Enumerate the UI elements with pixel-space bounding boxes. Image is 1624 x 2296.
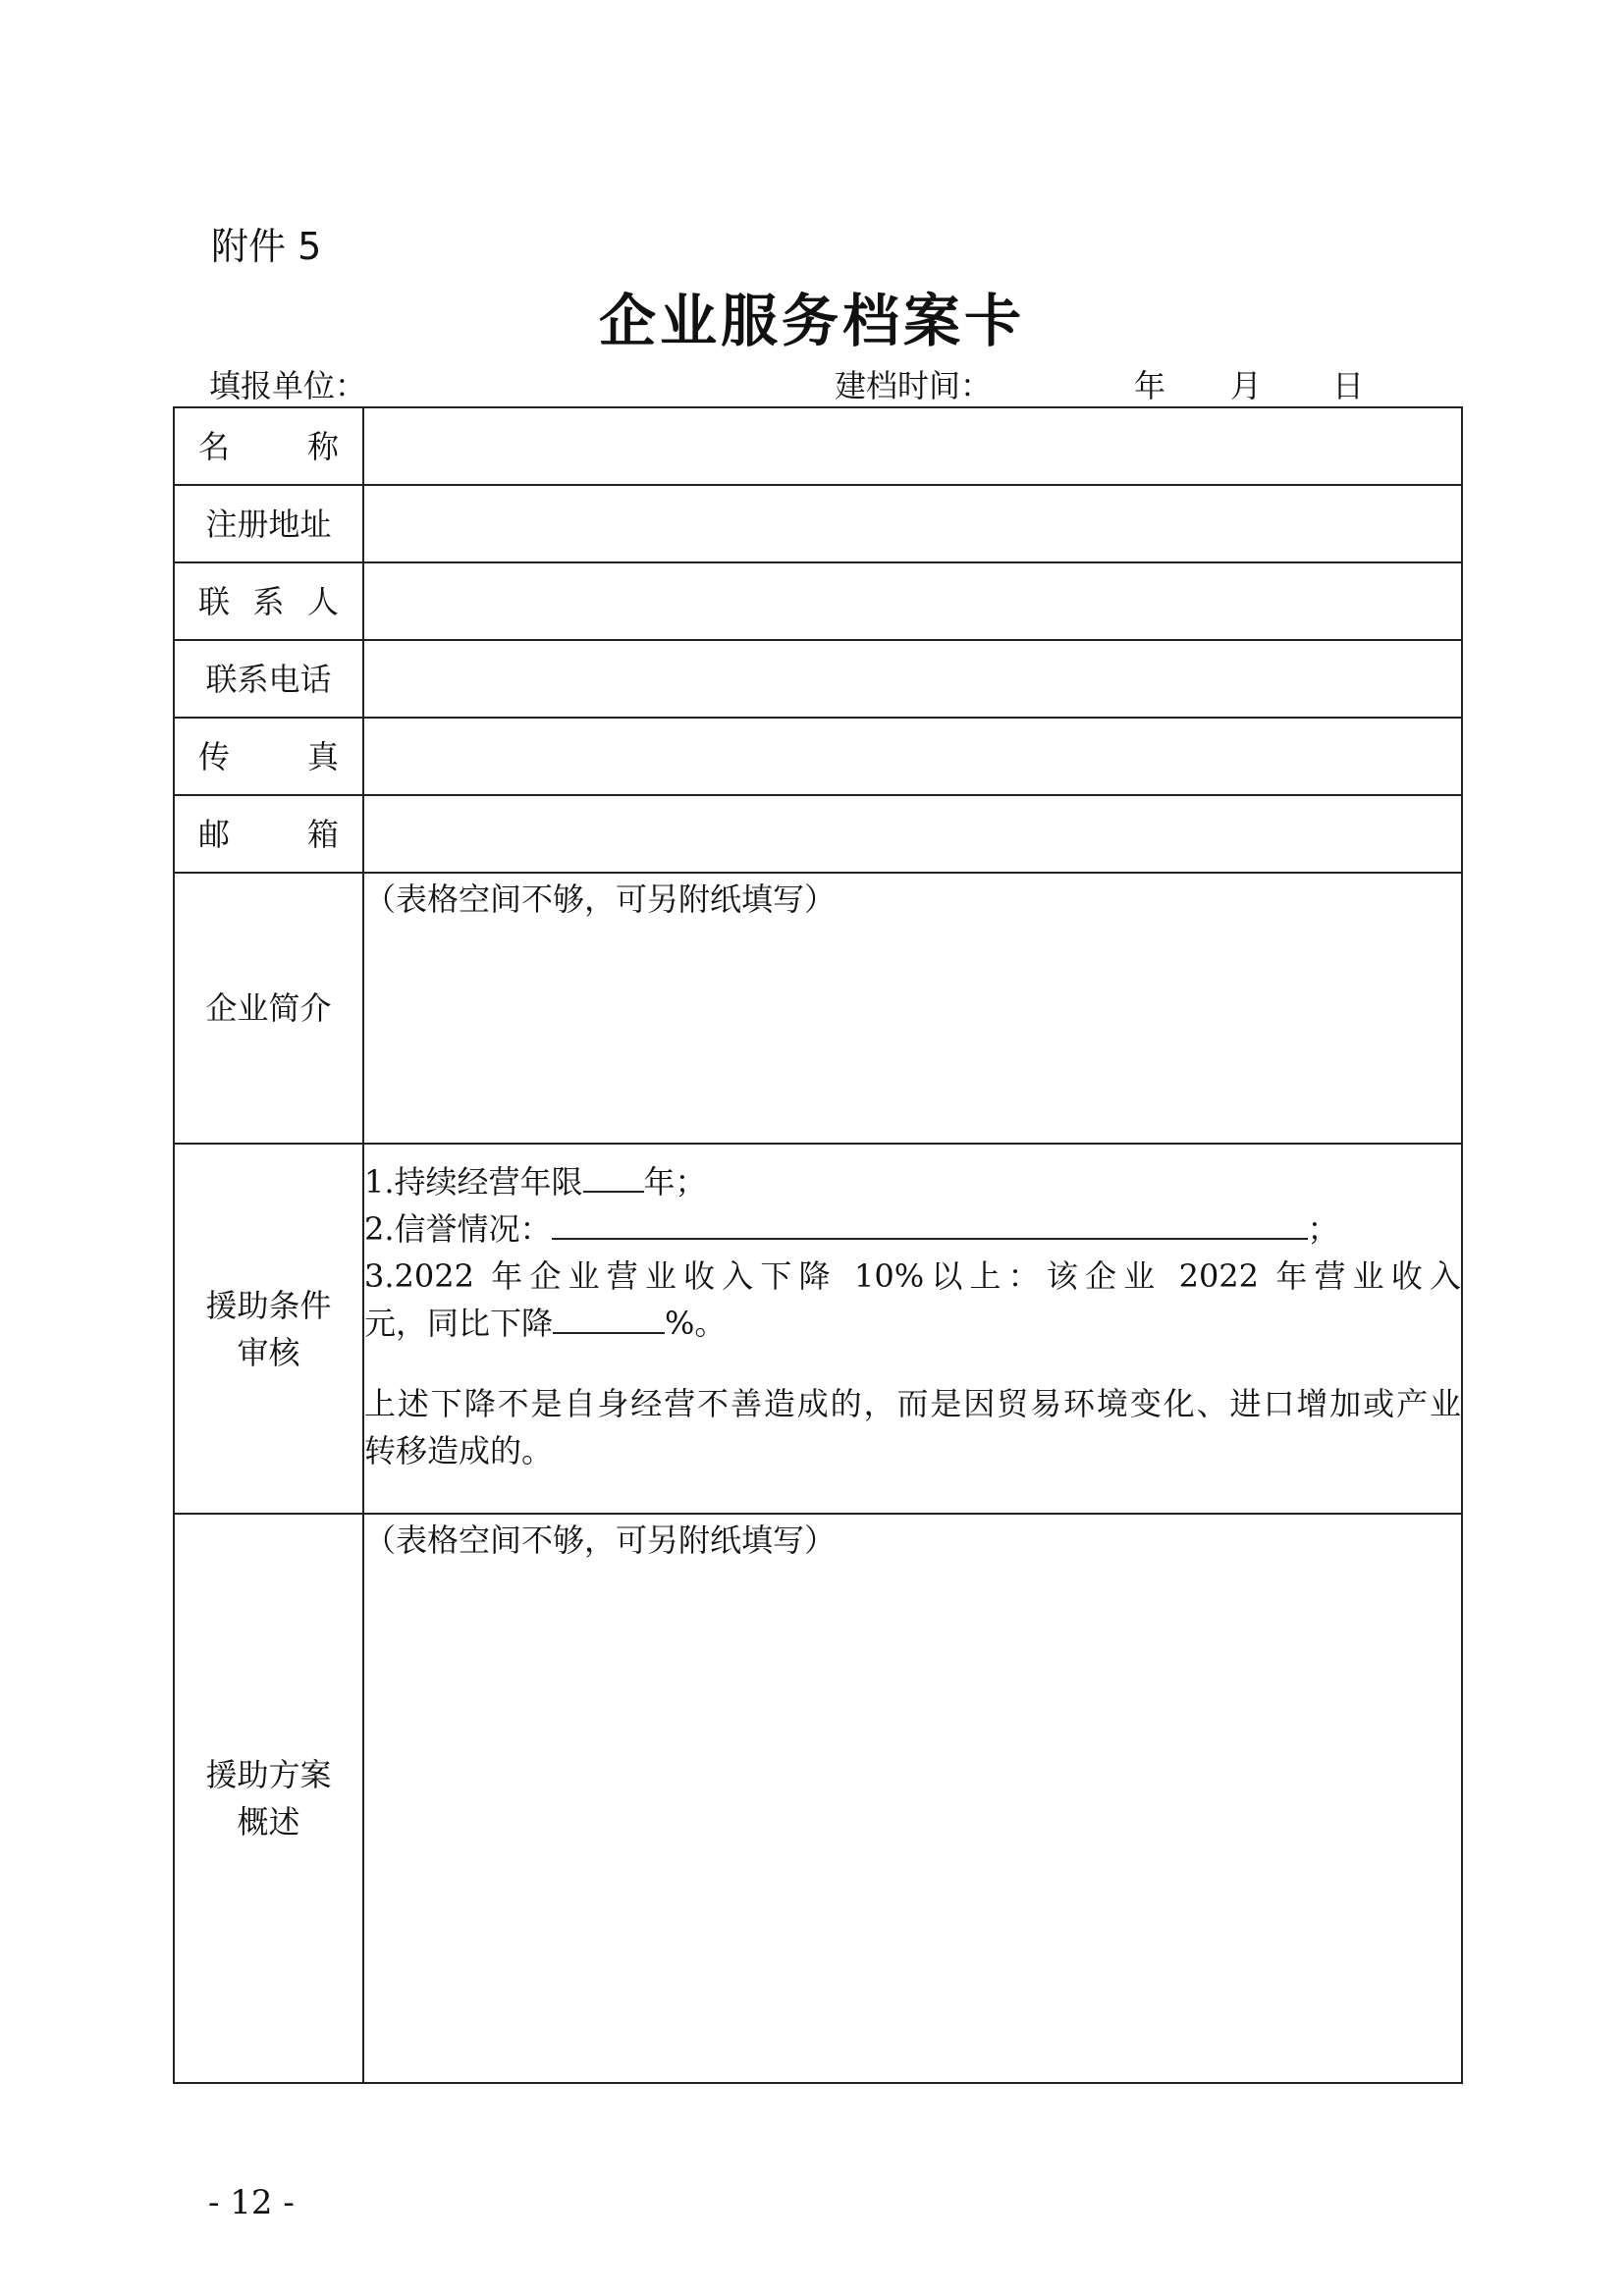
year-label: 年 [1134,367,1166,404]
fax-label-char-1: 传 [198,737,231,775]
table-row [174,640,1462,718]
fax-label-cell [174,718,363,795]
condition-item-3-line-2 [364,1300,1461,1347]
table-row [174,873,1462,1144]
decline-percent-blank[interactable] [553,1303,665,1334]
address-label: 注册地址 [174,485,363,562]
table-row [174,407,1462,485]
plan-field[interactable] [363,1514,1462,2083]
statement-line-1: 上述下降不是自身经营不善造成的，而是因贸易环境变化、进口增加或产业 [364,1385,1461,1422]
conditions-label-line-1: 援助条件 [205,1286,332,1324]
email-label-cell [174,795,363,873]
email-label-char-1: 邮 [198,815,231,853]
condition-1-suffix: 年； [643,1163,707,1201]
spacer [364,1347,1461,1380]
enterprise-service-card-table [173,406,1463,2084]
table-row [174,485,1462,562]
intro-label: 企业简介 [174,873,363,1144]
condition-3-suffix: %。 [665,1305,727,1342]
plan-label-line-1: 援助方案 [205,1756,332,1793]
plan-note: （表格空间不够，可另附纸填写） [364,1522,837,1559]
conditions-field [363,1144,1462,1514]
attachment-label: 附件 5 [211,225,322,268]
condition-item-3-line-1: 3.2022 年企业营业收入下降 10%以上：该企业 2022 年营业收入 [364,1257,1461,1295]
intro-note: （表格空间不够，可另附纸填写） [364,881,837,918]
table-row [174,1514,1462,2083]
statement-line-2: 转移造成的。 [364,1432,554,1469]
name-field[interactable] [363,407,1462,485]
address-field[interactable] [363,485,1462,562]
table-row [174,718,1462,795]
form-title: 企业服务档案卡 [598,288,1025,354]
plan-label-line-2: 概述 [237,1803,300,1841]
conditions-label-cell [174,1144,363,1514]
name-label-char-1: 名 [198,427,231,465]
name-label-char-2: 称 [306,427,339,465]
plan-label-cell [174,1514,363,2083]
phone-field[interactable] [363,640,1462,718]
day-label: 日 [1332,367,1365,404]
conditions-label-line-2: 审核 [237,1333,300,1371]
fax-label-char-2: 真 [306,737,339,775]
email-field[interactable] [363,795,1462,873]
fax-field[interactable] [363,718,1462,795]
condition-3-prefix: 元，同比下降 [364,1305,554,1342]
credit-blank[interactable] [552,1208,1308,1240]
filling-unit-label: 填报单位： [209,367,367,404]
month-label: 月 [1230,367,1263,404]
condition-1-prefix: 1.持续经营年限 [364,1163,583,1201]
condition-item-1 [364,1158,1461,1205]
condition-item-2 [364,1205,1461,1253]
table-row [174,1144,1462,1514]
name-label-cell [174,407,363,485]
filing-date-label: 建档时间： [835,367,993,404]
table-row [174,795,1462,873]
table-row [174,562,1462,640]
phone-label: 联系电话 [174,640,363,718]
contact-label-char-1: 联 [198,582,231,620]
contact-label-char-3: 人 [306,582,339,620]
contact-label-char-2: 系 [252,582,285,620]
condition-2-suffix: ； [1307,1210,1339,1248]
email-label-char-2: 箱 [306,815,339,853]
intro-field[interactable] [363,873,1462,1144]
page-number: - 12 - [208,2183,295,2222]
contact-field[interactable] [363,562,1462,640]
years-blank[interactable] [583,1161,644,1193]
condition-2-prefix: 2.信誉情况： [364,1210,552,1248]
contact-label-cell [174,562,363,640]
